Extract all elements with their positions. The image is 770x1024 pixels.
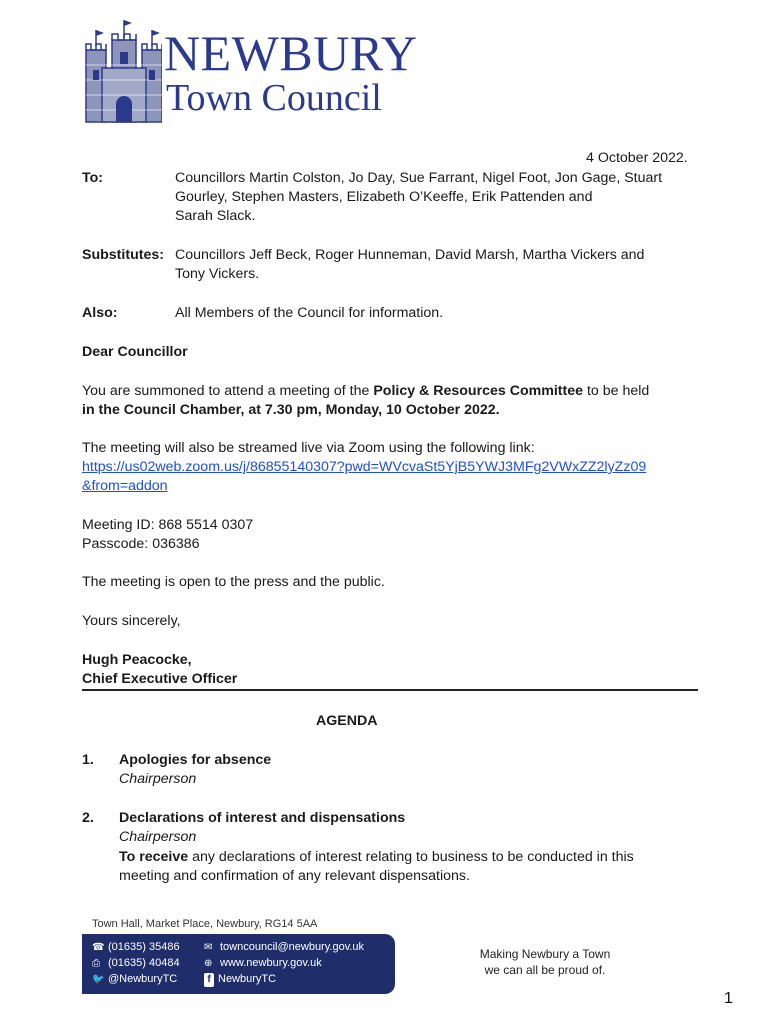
agenda-heading: AGENDA: [316, 713, 378, 729]
footer-facebook[interactable]: f NewburyTC: [204, 972, 276, 987]
agenda-item-1-number: 1.: [82, 752, 94, 768]
meeting-id: Meeting ID: 868 5514 0307: [82, 517, 254, 533]
footer-web[interactable]: ⊕ www.newbury.gov.uk: [204, 957, 322, 969]
committee-name: Policy & Resources Committee: [373, 383, 584, 399]
footer-phone: ☎ (01635) 35486: [92, 941, 180, 953]
divider-rule: [82, 689, 698, 691]
logo-line-1: NEWBURY: [164, 25, 418, 81]
signatory-name: Hugh Peacocke,: [82, 652, 192, 668]
summons-line-1: [82, 382, 649, 401]
footer-contact-box: [82, 934, 395, 994]
to-line-3: Sarah Slack.: [175, 208, 256, 224]
logo-line-2: Town Council: [166, 77, 382, 119]
summons-post: to be held: [583, 383, 650, 399]
zoom-link[interactable]: https://us02web.zoom.us/j/86855140307?pwd=WVcvaSt5YjB5YWJ3MFg2VWxZZ2lyZz09: [82, 459, 647, 475]
email-icon: ✉: [204, 942, 213, 953]
fax-icon: ⎙: [92, 958, 100, 969]
agenda-item-2-number: 2.: [82, 810, 94, 826]
footer-fax: ⎙ (01635) 40484: [92, 957, 180, 969]
page-number: 1: [724, 990, 733, 1007]
agenda-item-2-desc-bold: To receive: [119, 849, 189, 865]
twitter-icon: 🐦: [92, 974, 105, 985]
agenda-item-1-who: Chairperson: [119, 771, 197, 787]
footer-email[interactable]: ✉ towncouncil@newbury.gov.uk: [204, 941, 365, 953]
zoom-link-continued[interactable]: &from=addon: [82, 478, 168, 494]
summons-line-2: in the Council Chamber, at 7.30 pm, Monday, 10 October 2022.: [82, 402, 500, 418]
phone-icon: ☎: [92, 942, 105, 953]
signatory-title: Chief Executive Officer: [82, 671, 238, 687]
agenda-item-2-title: Declarations of interest and dispensations: [119, 810, 406, 826]
passcode: Passcode: 036386: [82, 536, 200, 552]
agenda-item-2-desc-rest: any declarations of interest relating to business to be conducted in this: [188, 849, 634, 865]
letter-date: 4 October 2022.: [586, 150, 688, 166]
footer-slogan: [440, 946, 650, 978]
agenda-item-2-desc: [119, 848, 634, 867]
slogan-line-2: we can all be proud of.: [484, 963, 606, 977]
globe-icon: ⊕: [204, 958, 213, 969]
zoom-intro: The meeting will also be streamed live via Zoom using the following link:: [82, 440, 535, 456]
substitutes-line-2: Tony Vickers.: [175, 266, 260, 282]
open-note: The meeting is open to the press and the public.: [82, 574, 385, 590]
salutation: Dear Councillor: [82, 344, 188, 360]
to-label: To:: [82, 170, 104, 186]
facebook-icon: f: [204, 973, 214, 987]
closing: Yours sincerely,: [82, 613, 181, 629]
substitutes-line-1: Councillors Jeff Beck, Roger Hunneman, David Marsh, Martha Vickers and: [175, 247, 645, 263]
to-line-2: Gourley, Stephen Masters, Elizabeth O’Keeffe, Erik Pattenden and: [175, 189, 593, 205]
agenda-item-2-who: Chairperson: [119, 829, 197, 845]
substitutes-label: Substitutes:: [82, 247, 164, 263]
council-logo: [82, 20, 418, 130]
footer-address: Town Hall, Market Place, Newbury, RG14 5AA: [92, 918, 318, 930]
agenda-item-2-desc-line-2: meeting and confirmation of any relevant dispensations.: [119, 868, 470, 884]
agenda-item-1-title: Apologies for absence: [119, 752, 272, 768]
castle-logo-icon: [82, 20, 162, 124]
summons-pre: You are summoned to attend a meeting of the: [82, 383, 374, 399]
also-label: Also:: [82, 305, 118, 321]
footer-twitter[interactable]: 🐦 @NewburyTC: [92, 973, 178, 985]
to-line-1: Councillors Martin Colston, Jo Day, Sue Farrant, Nigel Foot, Jon Gage, Stuart: [175, 170, 663, 186]
slogan-line-1: Making Newbury a Town: [479, 947, 611, 961]
also-text: All Members of the Council for information.: [175, 305, 444, 321]
